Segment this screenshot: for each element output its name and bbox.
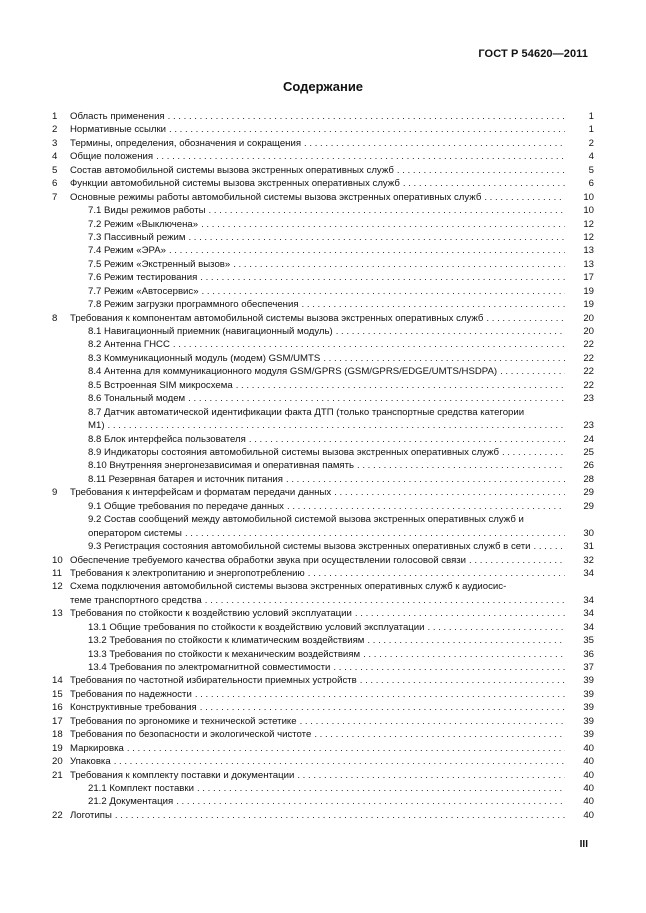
leader-dots — [108, 419, 565, 432]
toc-page-number: 22 — [583, 366, 594, 378]
toc-entry-title: 8.2 Антенна ГНСС — [88, 339, 170, 351]
toc-entry-body — [88, 648, 568, 661]
toc-page-number: 10 — [583, 191, 594, 203]
leader-dots — [314, 728, 565, 741]
toc-page-number: 39 — [583, 729, 594, 741]
toc-page-number: 19 — [583, 299, 594, 311]
leader-dots — [308, 567, 565, 580]
toc-entry-body — [88, 513, 594, 540]
toc-entry[interactable] — [52, 513, 594, 540]
toc-entry[interactable] — [52, 648, 594, 661]
toc-entry[interactable] — [52, 795, 594, 808]
leader-dots — [169, 123, 565, 136]
leader-dots — [195, 688, 565, 701]
toc-page-number: 26 — [583, 460, 594, 472]
toc-entry-body — [70, 567, 568, 580]
toc-page-number: 31 — [583, 541, 594, 553]
toc-section-number: 5 — [52, 164, 58, 176]
toc-entry-title: Область применения — [70, 111, 165, 122]
toc-page-number: 40 — [583, 769, 594, 781]
leader-dots — [188, 231, 565, 244]
toc-entry[interactable] — [52, 164, 594, 177]
toc-entry-title: Функции автомобильной системы вызова экстренных оперативных служб — [70, 178, 400, 190]
toc-entry-body — [70, 674, 568, 687]
toc-entry-body — [88, 446, 568, 459]
toc-entry-body — [88, 782, 568, 795]
toc-entry-title: 8.5 Встроенная SIM микросхема — [88, 379, 233, 391]
toc-entry-title: Схема подключения автомобильной системы вызова экстренных оперативных служб к аудиосис- — [70, 581, 507, 593]
toc-entry-title: 7.4 Режим «ЭРА» — [88, 245, 166, 257]
toc-entry-title: 8.9 Индикаторы состояния автомобильной системы вызова экстренных оперативных служб — [88, 446, 499, 458]
toc-entry[interactable] — [52, 191, 594, 204]
toc-entry[interactable] — [52, 123, 594, 136]
toc-section-number: 12 — [52, 581, 63, 593]
toc-page-number: 40 — [583, 796, 594, 808]
toc-entry-title: Термины, определения, обозначения и сокращения — [70, 137, 302, 149]
toc-entry-title: 8.4 Антенна для коммуникационного модуля GSM/GPRS (GSM/GPRS/EDGE/UMTS/HSDPA) — [88, 366, 498, 378]
leader-dots — [176, 795, 565, 808]
toc-entry-title: 7.1 Виды режимов работы — [88, 205, 206, 217]
toc-entry-title: 13.4 Требования по электромагнитной совместимости — [88, 662, 331, 674]
toc-entry[interactable] — [52, 379, 594, 392]
toc-entry-title: 7.6 Режим тестирования — [88, 272, 198, 284]
toc-entry-body — [70, 554, 568, 567]
toc-entry-title: Общие положения — [70, 151, 154, 163]
toc-entry[interactable] — [52, 715, 594, 728]
toc-entry-body — [88, 392, 568, 405]
toc-entry-body — [88, 271, 568, 284]
toc-entry[interactable] — [52, 809, 594, 822]
toc-section-number: 7 — [52, 191, 58, 203]
toc-entry-body — [70, 755, 568, 768]
toc-section-number: 18 — [52, 729, 63, 741]
toc-entry-title: 7.5 Режим «Экстренный вызов» — [88, 258, 231, 270]
toc-page-number: 28 — [583, 473, 594, 485]
toc-entry-body — [70, 164, 568, 177]
toc-entry[interactable] — [52, 392, 594, 405]
toc-page-number: 35 — [583, 635, 594, 647]
toc-entry[interactable] — [52, 244, 594, 257]
toc-page-number: 29 — [583, 500, 594, 512]
toc-entry-body — [88, 325, 568, 338]
toc-entry[interactable] — [52, 312, 594, 325]
toc-page-number: 32 — [583, 554, 594, 566]
leader-dots — [233, 258, 565, 271]
toc-entry-title: 8.8 Блок интерфейса пользователя — [88, 433, 246, 445]
toc-entry-title: 7.3 Пассивный режим — [88, 231, 186, 243]
toc-page-number: 34 — [583, 621, 594, 633]
toc-page-number: 1 — [588, 111, 594, 122]
toc-entry-body — [70, 715, 568, 728]
leader-dots — [236, 379, 565, 392]
toc-section-number: 10 — [52, 554, 63, 566]
toc-entry-body — [70, 137, 568, 150]
toc-section-number: 15 — [52, 688, 63, 700]
toc-entry-body — [70, 312, 568, 325]
toc-entry-continuation — [88, 527, 594, 540]
toc-entry-title: Конструктивные требования — [70, 702, 197, 714]
page-number: III — [579, 839, 588, 850]
toc-entry-body — [88, 459, 568, 472]
toc-entry[interactable] — [52, 433, 594, 446]
toc-page-number: 22 — [583, 352, 594, 364]
toc-entry-title: Требования к компонентам автомобильной системы вызова экстренных оперативных служб — [70, 312, 484, 324]
toc-page-number: 22 — [583, 379, 594, 391]
leader-dots — [355, 607, 565, 620]
toc-page-number: 6 — [588, 178, 594, 190]
toc-entry[interactable] — [52, 218, 594, 231]
leader-dots — [403, 177, 565, 190]
toc-entry-body — [88, 661, 568, 674]
leader-dots — [286, 473, 565, 486]
toc-entry-body — [88, 634, 568, 647]
leader-dots — [500, 365, 565, 378]
toc-entry-title: Упаковка — [70, 756, 111, 768]
toc-entry[interactable] — [52, 285, 594, 298]
leader-dots — [115, 809, 565, 822]
leader-dots — [209, 204, 565, 217]
toc-entry[interactable] — [52, 634, 594, 647]
toc-entry[interactable] — [52, 271, 594, 284]
leader-dots — [360, 674, 565, 687]
toc-entry-body — [70, 580, 594, 607]
toc-entry-body — [88, 244, 568, 257]
leader-dots — [428, 621, 565, 634]
toc-page-number: 23 — [583, 393, 594, 405]
toc-entry-title: 9.1 Общие требования по передаче данных — [88, 500, 284, 512]
table-of-contents — [52, 110, 594, 822]
toc-entry-body — [70, 191, 568, 204]
leader-dots — [114, 755, 565, 768]
toc-entry-title: Требования по стойкости к воздействию условий эксплуатации — [70, 608, 352, 620]
leader-dots — [297, 769, 565, 782]
toc-section-number: 1 — [52, 111, 58, 122]
toc-entry-title: 8.7 Датчик автоматической идентификации факта ДТП (только транспортные средства категории — [88, 406, 525, 418]
leader-dots — [169, 244, 565, 257]
leader-dots — [200, 701, 565, 714]
leader-dots — [205, 594, 565, 607]
toc-entry-title: Требования к интерфейсам и форматам передачи данных — [70, 487, 332, 499]
toc-section-number: 4 — [52, 151, 58, 163]
leader-dots — [534, 540, 565, 553]
toc-section-number: 21 — [52, 769, 63, 781]
toc-entry[interactable] — [52, 177, 594, 190]
toc-page-number: 39 — [583, 675, 594, 687]
leader-dots — [300, 715, 565, 728]
toc-entry[interactable] — [52, 473, 594, 486]
toc-page-number: 17 — [583, 272, 594, 284]
toc-entry[interactable] — [52, 701, 594, 714]
toc-entry[interactable] — [52, 338, 594, 351]
toc-page-number: 4 — [588, 151, 594, 163]
toc-entry-title: Требования по безопасности и экологической чистоте — [70, 729, 312, 741]
toc-section-number: 3 — [52, 137, 58, 149]
toc-page-number: 40 — [583, 809, 594, 821]
page-title: Содержание — [282, 79, 364, 94]
leader-dots — [397, 164, 565, 177]
toc-page-number: 19 — [583, 285, 594, 297]
toc-section-number: 8 — [52, 312, 58, 324]
toc-entry[interactable] — [52, 728, 594, 741]
toc-entry-title: 7.8 Режим загрузки программного обеспечения — [88, 299, 299, 311]
toc-section-number: 6 — [52, 178, 58, 190]
leader-dots — [334, 486, 565, 499]
toc-entry-body — [70, 701, 568, 714]
toc-entry-title-continued: теме транспортного средства — [70, 594, 202, 606]
toc-entry[interactable] — [52, 742, 594, 755]
toc-section-number: 17 — [52, 715, 63, 727]
leader-dots — [367, 634, 565, 647]
toc-entry-title: 13.2 Требования по стойкости к климатическим воздействиям — [88, 635, 365, 647]
toc-entry[interactable] — [52, 540, 594, 553]
toc-page-number: 40 — [583, 742, 594, 754]
toc-entry[interactable] — [52, 607, 594, 620]
toc-section-number: 20 — [52, 756, 63, 768]
leader-dots — [197, 782, 565, 795]
leader-dots — [202, 285, 565, 298]
toc-entry-body — [88, 298, 568, 311]
toc-entry-body — [70, 177, 568, 190]
leader-dots — [287, 500, 565, 513]
toc-entry[interactable] — [52, 110, 594, 123]
leader-dots — [201, 218, 565, 231]
leader-dots — [249, 433, 565, 446]
toc-entry-body — [88, 204, 568, 217]
toc-entry-title: Логотипы — [70, 809, 112, 821]
toc-entry[interactable] — [52, 406, 594, 433]
toc-page-number: 37 — [583, 662, 594, 674]
leader-dots — [363, 648, 565, 661]
toc-page-number: 22 — [583, 339, 594, 351]
toc-page-number: 29 — [583, 487, 594, 499]
toc-page-number: 23 — [583, 420, 594, 432]
toc-page-number: 39 — [583, 688, 594, 700]
toc-entry-body — [70, 809, 568, 822]
toc-entry-body — [88, 621, 568, 634]
toc-entry-title: 8.1 Навигационный приемник (навигационный модуль) — [88, 326, 333, 337]
toc-entry-body — [88, 338, 568, 351]
toc-page-number: 40 — [583, 782, 594, 794]
toc-entry[interactable] — [52, 258, 594, 271]
leader-dots — [336, 325, 565, 338]
leader-dots — [486, 312, 565, 325]
toc-entry-body — [70, 150, 568, 163]
toc-entry[interactable] — [52, 231, 594, 244]
toc-entry-body — [88, 795, 568, 808]
toc-entry-body — [88, 218, 568, 231]
toc-entry[interactable] — [52, 325, 594, 338]
toc-entry[interactable] — [52, 500, 594, 513]
toc-section-number: 16 — [52, 702, 63, 714]
toc-entry-title-continued: оператором системы — [88, 527, 182, 539]
toc-entry[interactable] — [52, 755, 594, 768]
toc-entry[interactable] — [52, 621, 594, 634]
toc-entry[interactable] — [52, 782, 594, 795]
toc-entry-title: Состав автомобильной системы вызова экстренных оперативных служб — [70, 164, 394, 176]
leader-dots — [188, 392, 565, 405]
leader-dots — [333, 661, 565, 674]
toc-entry[interactable] — [52, 567, 594, 580]
toc-entry-body — [70, 688, 568, 701]
toc-page-number: 13 — [583, 258, 594, 270]
leader-dots — [304, 137, 565, 150]
leader-dots — [302, 298, 565, 311]
leader-dots — [156, 150, 565, 163]
toc-page-number: 25 — [583, 446, 594, 458]
toc-entry-body — [70, 728, 568, 741]
toc-section-number: 14 — [52, 675, 63, 687]
toc-entry-title: Обеспечение требуемого качества обработки звука при осуществлении голосовой связи — [70, 554, 467, 566]
toc-entry-body — [88, 540, 568, 553]
toc-entry-title: 21.1 Комплект поставки — [88, 782, 194, 794]
toc-page-number: 12 — [583, 218, 594, 230]
toc-entry-title: 8.3 Коммуникационный модуль (модем) GSM/UMTS — [88, 352, 321, 364]
toc-entry[interactable] — [52, 769, 594, 782]
toc-entry-body — [88, 379, 568, 392]
toc-entry-body — [88, 500, 568, 513]
toc-page-number: 34 — [583, 594, 594, 606]
toc-entry[interactable] — [52, 688, 594, 701]
toc-section-number: 11 — [52, 567, 62, 579]
toc-entry-title-continued: М1) — [88, 420, 105, 432]
toc-page-number: 39 — [583, 702, 594, 714]
toc-entry[interactable] — [52, 352, 594, 365]
toc-entry-title: Маркировка — [70, 742, 124, 754]
toc-entry-body — [70, 742, 568, 755]
toc-page-number: 20 — [583, 326, 594, 337]
toc-page-number: 5 — [588, 164, 594, 176]
toc-entry[interactable] — [52, 554, 594, 567]
toc-page-number: 34 — [583, 567, 594, 579]
toc-entry-body — [88, 352, 568, 365]
toc-entry[interactable] — [52, 486, 594, 499]
document-code: ГОСТ Р 54620—2011 — [478, 48, 588, 60]
toc-section-number: 13 — [52, 608, 63, 620]
toc-entry-body — [88, 473, 568, 486]
toc-entry-title: 9.3 Регистрация состояния автомобильной системы вызова экстренных оперативных служб в сети — [88, 541, 531, 553]
toc-entry-title: 8.11 Резервная батарея и источник питания — [88, 473, 283, 485]
toc-entry[interactable] — [52, 459, 594, 472]
toc-entry-body — [88, 285, 568, 298]
toc-entry-title: Основные режимы работы автомобильной системы вызова экстренных оперативных служб — [70, 191, 482, 203]
leader-dots — [185, 527, 565, 540]
leader-dots — [168, 110, 565, 123]
toc-entry-title: Требования по эргономике и технической эстетике — [70, 715, 297, 727]
toc-entry-title: 13.1 Общие требования по стойкости к воздействию условий эксплуатации — [88, 621, 425, 633]
toc-entry[interactable] — [52, 661, 594, 674]
toc-entry-body — [70, 110, 568, 123]
toc-entry-title: 7.7 Режим «Автосервис» — [88, 285, 199, 297]
toc-entry[interactable] — [52, 446, 594, 459]
leader-dots — [502, 446, 565, 459]
toc-entry-body — [88, 365, 568, 378]
toc-entry[interactable] — [52, 298, 594, 311]
toc-page-number: 30 — [583, 527, 594, 539]
toc-entry[interactable] — [52, 674, 594, 687]
toc-entry-body — [88, 433, 568, 446]
leader-dots — [173, 338, 565, 351]
toc-page-number: 36 — [583, 648, 594, 660]
toc-entry-body — [70, 486, 568, 499]
toc-page-number: 24 — [583, 433, 594, 445]
toc-entry-title: Нормативные ссылки — [70, 124, 167, 136]
toc-page-number: 10 — [583, 205, 594, 217]
toc-entry-body — [88, 258, 568, 271]
toc-section-number: 2 — [52, 124, 58, 136]
toc-entry-body — [88, 231, 568, 244]
toc-entry-title: 7.2 Режим «Выключена» — [88, 218, 199, 230]
toc-entry-body — [70, 607, 568, 620]
toc-entry[interactable] — [52, 580, 594, 607]
toc-entry-title: 13.3 Требования по стойкости к механическим воздействиям — [88, 648, 361, 660]
leader-dots — [127, 742, 565, 755]
toc-section-number: 9 — [52, 487, 58, 499]
toc-entry-title: Требования к комплекту поставки и документации — [70, 769, 295, 781]
toc-entry[interactable] — [52, 150, 594, 163]
toc-entry-body — [70, 769, 568, 782]
toc-entry-title: Требования по частотной избирательности приемных устройств — [70, 675, 357, 687]
toc-page-number: 39 — [583, 715, 594, 727]
toc-page-number: 2 — [588, 137, 594, 149]
toc-page-number: 20 — [583, 312, 594, 324]
leader-dots — [357, 459, 565, 472]
toc-page-number: 1 — [588, 124, 594, 136]
toc-section-number: 19 — [52, 742, 63, 754]
toc-page-number: 34 — [583, 608, 594, 620]
toc-entry-title: Требования по надежности — [70, 688, 192, 700]
toc-entry-body — [70, 123, 568, 136]
leader-dots — [200, 271, 565, 284]
toc-entry[interactable] — [52, 204, 594, 217]
toc-entry-title: 9.2 Состав сообщений между автомобильной системой вызова экстренных оперативных служб и — [88, 514, 524, 526]
leader-dots — [323, 352, 565, 365]
toc-entry-title: 8.6 Тональный модем — [88, 393, 186, 405]
toc-page-number: 12 — [583, 231, 594, 243]
toc-entry[interactable] — [52, 365, 594, 378]
leader-dots — [469, 554, 565, 567]
toc-entry[interactable] — [52, 137, 594, 150]
toc-section-number: 22 — [52, 809, 63, 821]
toc-entry-body — [88, 406, 594, 433]
toc-entry-continuation — [70, 594, 594, 607]
leader-dots — [484, 191, 565, 204]
toc-entry-title: 8.10 Внутренняя энергонезависимая и оперативная память — [88, 460, 355, 472]
toc-entry-title: 21.2 Документация — [88, 796, 174, 808]
toc-entry-continuation — [88, 419, 594, 432]
toc-page-number: 40 — [583, 756, 594, 768]
toc-page-number: 13 — [583, 245, 594, 257]
toc-entry-title: Требования к электропитанию и энергопотреблению — [70, 567, 305, 579]
